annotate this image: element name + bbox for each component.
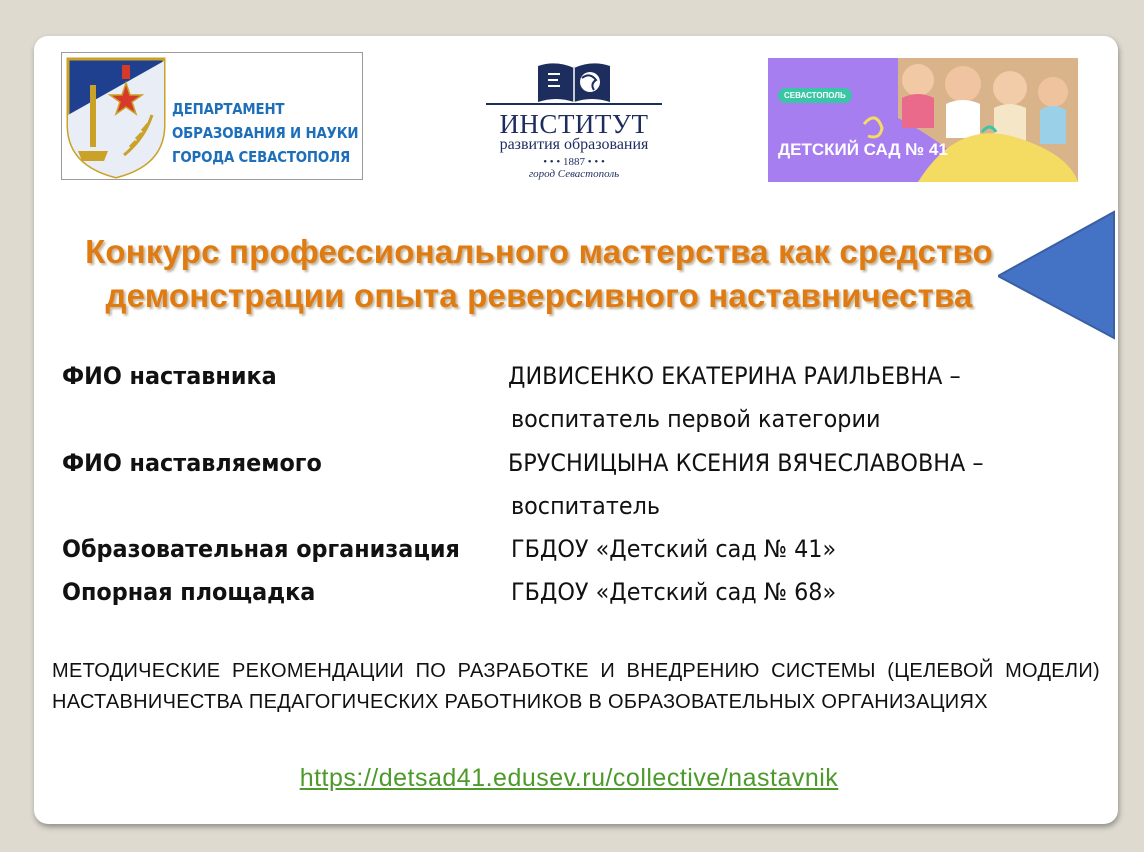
institute-logo <box>482 58 666 180</box>
mentee-role: воспитатель <box>511 492 661 520</box>
kindergarten-name: ДЕТСКИЙ САД № 41 <box>778 140 948 159</box>
mentor-label: ФИО наставника <box>62 362 277 390</box>
institute-year: • • • 1887 • • • <box>543 156 605 168</box>
department-name: ДЕПАРТАМЕНТ ОБРАЗОВАНИЯ И НАУКИ ГОРОДА СЕВАСТОПОЛЯ <box>172 100 359 166</box>
institute-title: ИНСТИТУТ <box>499 109 649 139</box>
kindergarten-city-badge: СЕВАСТОПОЛЬ <box>778 88 852 103</box>
mentee-label: ФИО наставляемого <box>62 449 322 477</box>
sevastopol-crest-icon <box>64 55 168 179</box>
book-globe-icon <box>482 58 666 112</box>
slide <box>34 36 1118 824</box>
nastavnik-link[interactable]: https://detsad41.edusev.ru/collective/nastavnik <box>299 764 839 792</box>
institute-city: город Севастополь <box>528 168 620 180</box>
support-site-label: Опорная площадка <box>62 578 316 606</box>
children-photo-icon <box>768 58 1078 182</box>
organization-label: Образовательная организация <box>62 535 460 563</box>
support-site-value: ГБДОУ «Детский сад № 68» <box>511 578 837 606</box>
mentee-name: БРУСНИЦЫНА КСЕНИЯ ВЯЧЕСЛАВОВНА – <box>508 449 984 477</box>
department-logo <box>61 52 363 180</box>
page-title: Конкурс профессионального мастерства как средство демонстрации опыта реверсивного наставничества <box>85 233 993 314</box>
mentor-role: воспитатель первой категории <box>511 405 881 433</box>
institute-subtitle: развития образования <box>499 136 649 153</box>
organization-value: ГБДОУ «Детский сад № 41» <box>511 535 837 563</box>
kindergarten-banner <box>768 58 1078 182</box>
methodology-text: МЕТОДИЧЕСКИЕ РЕКОМЕНДАЦИИ ПО РАЗРАБОТКЕ И ВНЕДРЕНИЮ СИСТЕМЫ (ЦЕЛЕВОЙ МОДЕЛИ) НАСТАВНИЧЕСТВА ПЕДАГОГИЧЕСКИХ РАБОТНИКОВ В ОБРАЗОВАТЕЛЬНЫХ ОРГАНИЗАЦИЯХ <box>52 660 1100 713</box>
triangle-arrow-icon <box>998 210 1118 340</box>
mentor-name: ДИВИСЕНКО ЕКАТЕРИНА РАИЛЬЕВНА – <box>508 362 961 390</box>
